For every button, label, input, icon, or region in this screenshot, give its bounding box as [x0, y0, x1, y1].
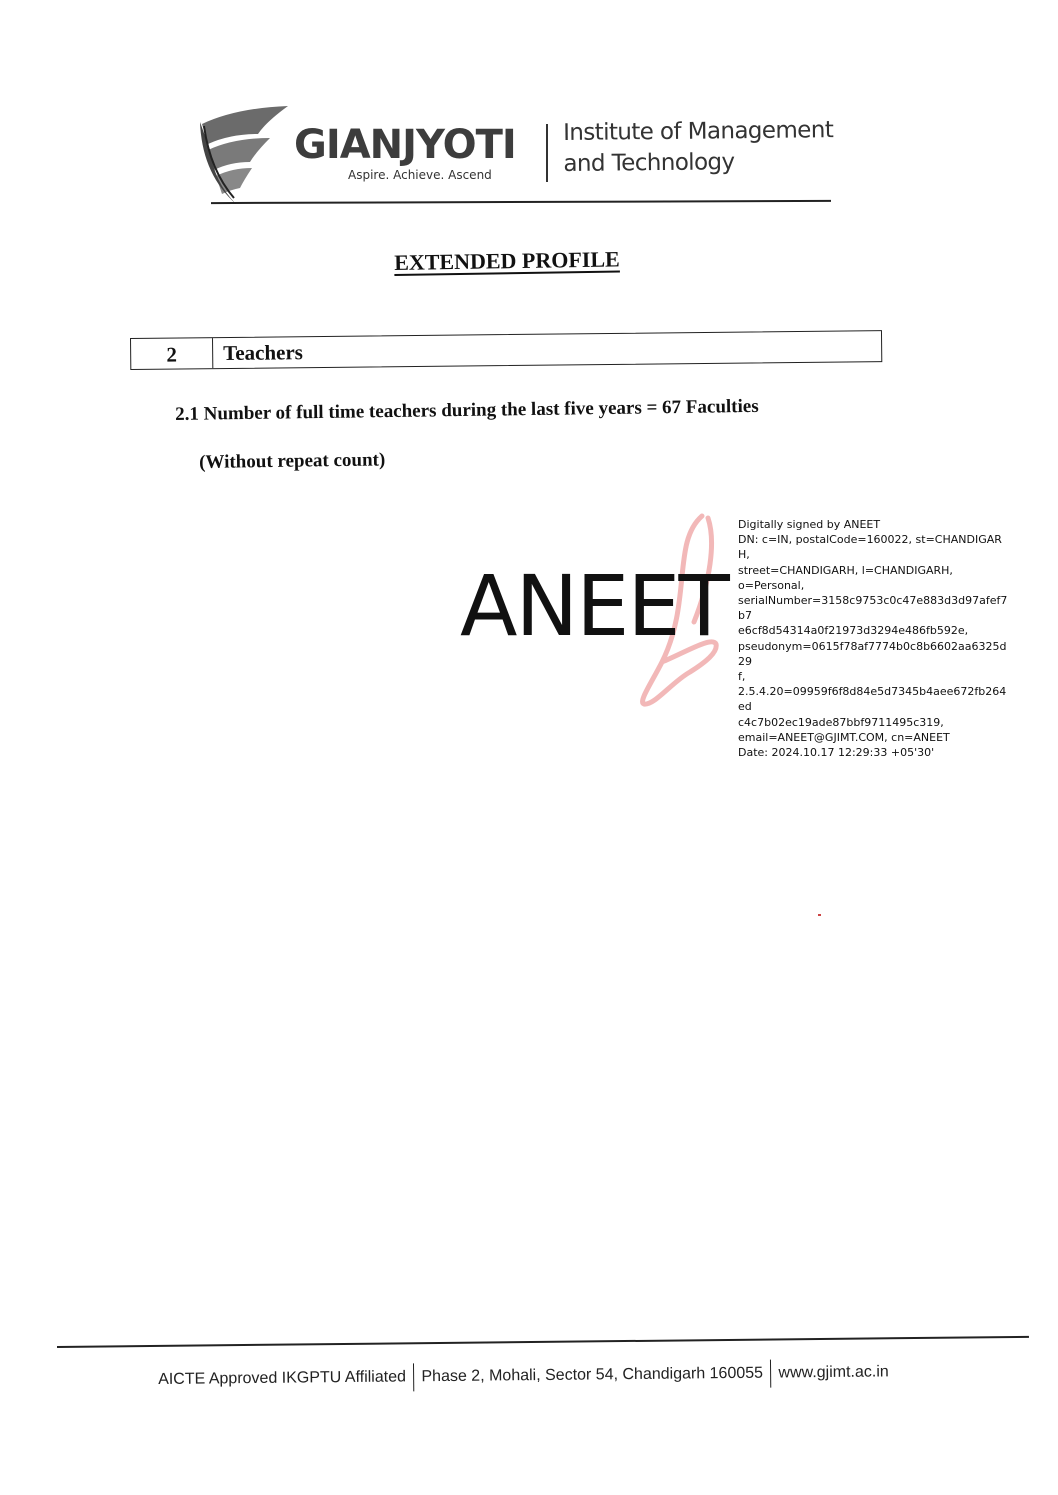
metric-statement: 2.1 Number of full time teachers during the last five years = 67 Faculties: [175, 395, 759, 425]
footer-separator: [413, 1363, 415, 1391]
footer-approval: AICTE Approved IKGPTU Affiliated: [158, 1368, 407, 1388]
footer-address: Phase 2, Mohali, Sector 54, Chandigarh 160055: [421, 1364, 764, 1386]
scan-speck: [818, 914, 821, 916]
section-title: Teachers: [223, 340, 304, 366]
institute-name-line1: Institute of Management: [563, 117, 834, 146]
footer-separator: [770, 1360, 772, 1388]
footer-rule: [57, 1336, 1029, 1348]
brand-name: GIANJYOTI: [294, 122, 516, 168]
signature-detail-line: 2.5.4.20=09959f6f8d84e5d7345b4aee672fb264ed: [738, 685, 1007, 714]
signature-detail-line: DN: c=IN, postalCode=160022, st=CHANDIGARH,: [738, 533, 1002, 562]
header-rule: [211, 200, 831, 204]
signature-detail-line: Digitally signed by ANEET: [738, 518, 881, 531]
signature-detail-line: c4c7b02ec19ade87bbf9711495c319,: [738, 715, 944, 729]
footer-website[interactable]: www.gjimt.ac.in: [778, 1363, 889, 1382]
signature-detail-line: f,: [738, 670, 746, 684]
institute-logo-icon: [196, 104, 292, 206]
signature-detail-line: Date: 2024.10.17 12:29:33 +05'30': [738, 746, 935, 760]
signature-detail-line: street=CHANDIGARH, l=CHANDIGARH,: [738, 563, 953, 577]
institute-name: [563, 115, 834, 180]
footer: [158, 1358, 889, 1394]
page-title: EXTENDED PROFILE: [394, 246, 620, 275]
metric-note: (Without repeat count): [199, 449, 386, 473]
signature-detail-line: serialNumber=3158c9753c0c47e883d3d97afef7b7: [738, 594, 1008, 623]
signature-name: ANEET: [460, 557, 728, 655]
signature-detail-line: o=Personal,: [738, 578, 805, 592]
brand-tagline: Aspire. Achieve. Ascend: [348, 168, 492, 182]
section-heading-box: [130, 330, 882, 370]
signature-details: [738, 517, 1013, 760]
header-divider: [546, 124, 548, 182]
signature-detail-line: e6cf8d54314a0f21973d3294e486fb592e,: [738, 624, 969, 638]
signature-detail-line: pseudonym=0615f78af7774b0c8b6602aa6325d29: [738, 639, 1007, 668]
signature-detail-line: email=ANEET@GJIMT.COM, cn=ANEET: [738, 730, 950, 744]
section-number: 2: [131, 338, 213, 369]
institute-name-line2: and Technology: [563, 149, 735, 177]
